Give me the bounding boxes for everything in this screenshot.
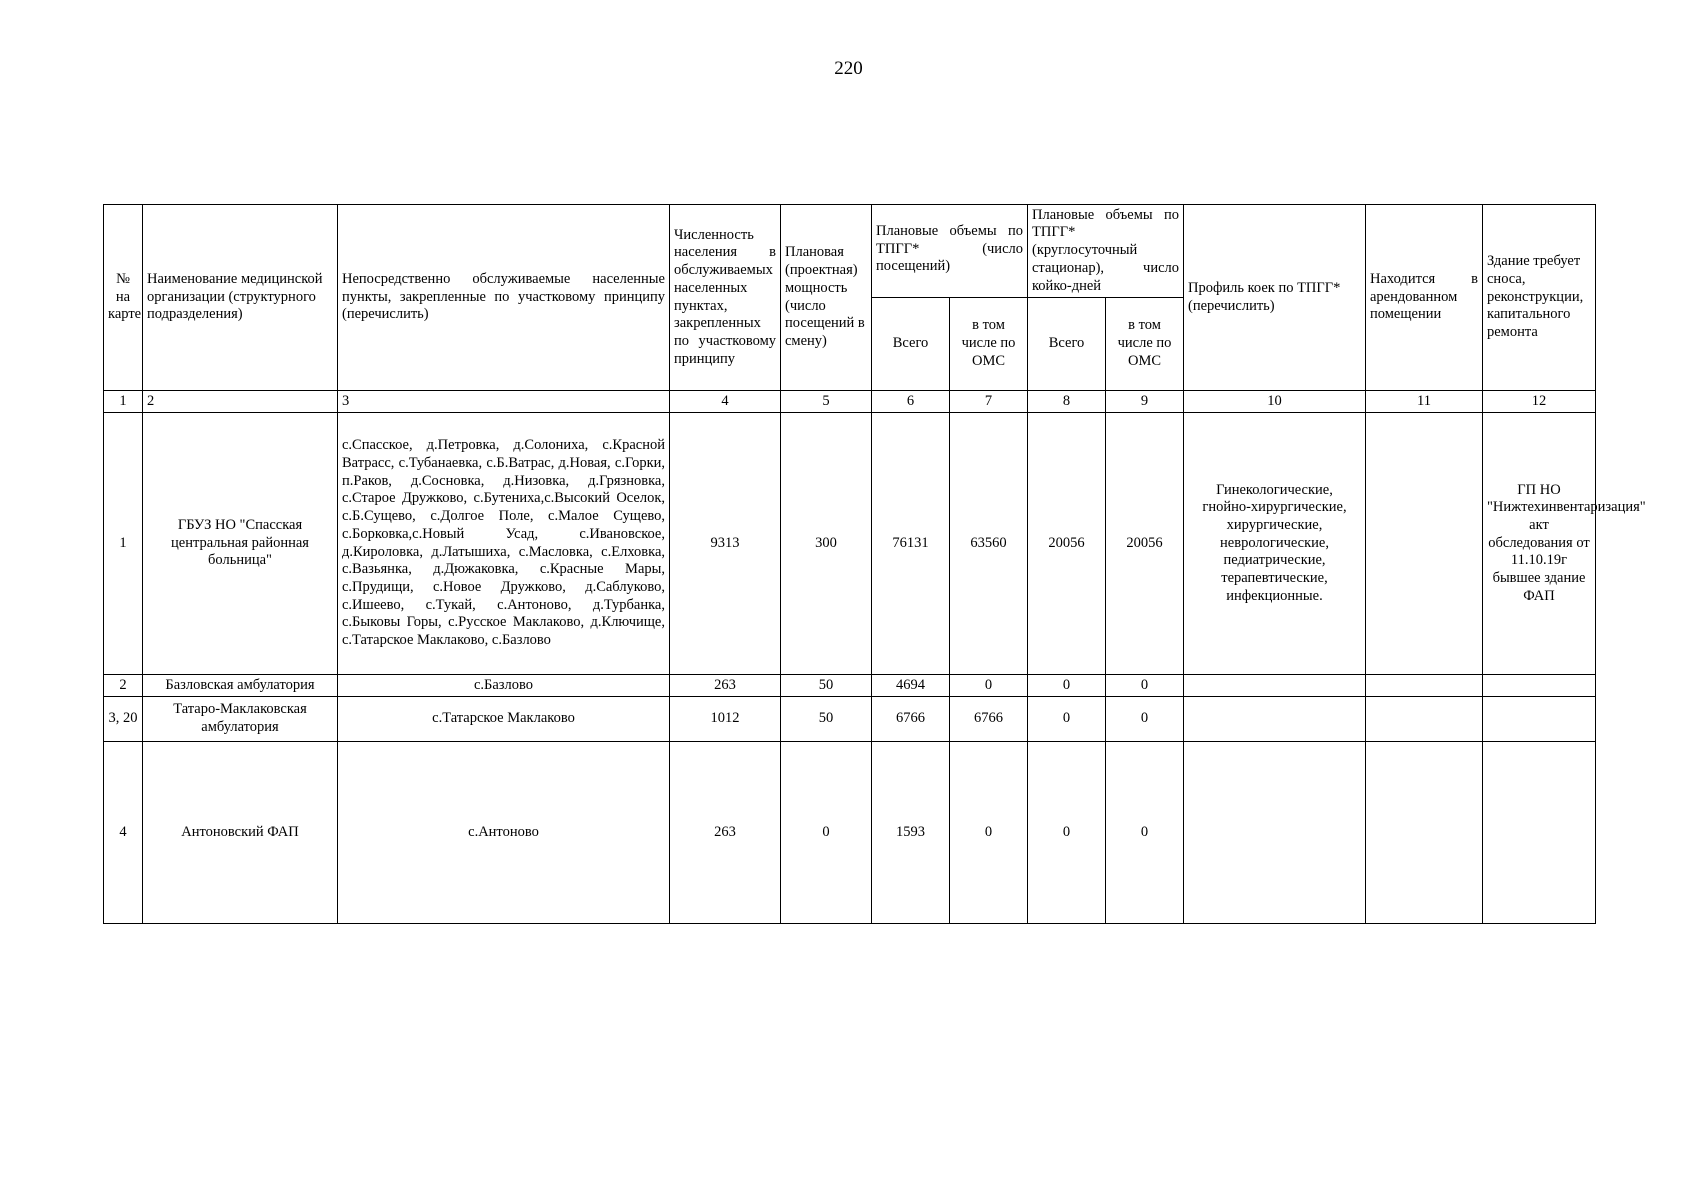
row-beddays-oms: 0 xyxy=(1106,675,1184,697)
row-population: 263 xyxy=(670,675,781,697)
row-capacity: 0 xyxy=(781,742,872,924)
column-number: 11 xyxy=(1366,391,1483,413)
header-visits-total: Всего xyxy=(872,298,950,391)
column-number: 7 xyxy=(950,391,1028,413)
row-population: 1012 xyxy=(670,697,781,742)
row-settlements: с.Спасское, д.Петровка, д.Солониха, с.Красной Ватрасс, с.Тубанаевка, с.Б.Ватрас, д.Новая, с.Горки, п.Раков, д.Сосновка, д.Низовка, д.Грязновка, с.Старое Дружково, с.Бутениха,с.Высокий Оселок, с.Б.Сущево, с.Долгое Поле, с.Малое Сущево, с.Борковка,с.Новый Усад, с.Ивановское, д.Кироловка, д.Латышиха, с.Масловка, с.Елховка, с.Вазьянка, д.Дюжаковка, с.Красные Мары, с.Прудищи, с.Новое Дружково, д.Саблуково, с.Ишеево, с.Тукай, с.Антоново, д.Турбанка, с.Быковы Горы, с.Русское Маклаково, д.Ключище, с.Татарское Маклаково, с.Базлово xyxy=(338,413,670,675)
column-numbers-row xyxy=(104,391,1596,413)
header-capacity: Плановая (проектная) мощность (число посещений в смену) xyxy=(781,205,872,391)
column-number: 12 xyxy=(1483,391,1596,413)
row-beddays-oms: 20056 xyxy=(1106,413,1184,675)
row-capacity: 50 xyxy=(781,697,872,742)
row-beddays-oms: 0 xyxy=(1106,697,1184,742)
row-rented xyxy=(1366,413,1483,675)
row-visits-oms: 63560 xyxy=(950,413,1028,675)
row-beddays-total: 0 xyxy=(1028,697,1106,742)
table-row xyxy=(104,675,1596,697)
column-number: 10 xyxy=(1184,391,1366,413)
header-visits-oms: в том числе по ОМС xyxy=(950,298,1028,391)
facilities-table xyxy=(103,204,1646,924)
row-population: 263 xyxy=(670,742,781,924)
row-map-number: 2 xyxy=(104,675,143,697)
row-rented xyxy=(1366,742,1483,924)
row-bed-profile xyxy=(1184,697,1366,742)
header-group-visits: Плановые объемы по ТПГГ* (число посещений) xyxy=(872,205,1028,298)
header-group-beddays: Плановые объемы по ТПГГ* (круглосуточный стационар), число койко-дней xyxy=(1028,205,1184,298)
row-map-number: 3, 20 xyxy=(104,697,143,742)
row-bed-profile xyxy=(1184,742,1366,924)
row-capacity: 50 xyxy=(781,675,872,697)
table-row xyxy=(104,697,1596,742)
row-capacity: 300 xyxy=(781,413,872,675)
header-rented: Находится в арендованном помещении xyxy=(1366,205,1483,391)
table-row xyxy=(104,742,1596,924)
row-beddays-total: 20056 xyxy=(1028,413,1106,675)
row-visits-total: 6766 xyxy=(872,697,950,742)
header-beddays-total: Всего xyxy=(1028,298,1106,391)
row-settlements: с.Антоново xyxy=(338,742,670,924)
header-population: Численность населения в обслуживаемых населенных пунктах, закрепленных по участковому принципу xyxy=(670,205,781,391)
column-number: 5 xyxy=(781,391,872,413)
header-organization-name: Наименование медицинской организации (структурного подразделения) xyxy=(143,205,338,391)
row-settlements: с.Базлово xyxy=(338,675,670,697)
header-beddays-oms: в том числе по ОМС xyxy=(1106,298,1184,391)
row-visits-total: 76131 xyxy=(872,413,950,675)
row-visits-oms: 0 xyxy=(950,675,1028,697)
row-beddays-total: 0 xyxy=(1028,742,1106,924)
header-building-condition: Здание требует сноса, реконструкции, капитального ремонта xyxy=(1483,205,1596,391)
row-beddays-oms: 0 xyxy=(1106,742,1184,924)
column-number: 6 xyxy=(872,391,950,413)
row-map-number: 1 xyxy=(104,413,143,675)
row-organization-name: Базловская амбулатория xyxy=(143,675,338,697)
page-number: 220 xyxy=(834,58,863,79)
row-building-condition: ГП НО "Нижтехинвентаризация" акт обследования от 11.10.19г бывшее здание ФАП xyxy=(1483,413,1596,675)
column-number: 9 xyxy=(1106,391,1184,413)
row-bed-profile xyxy=(1184,675,1366,697)
row-building-condition xyxy=(1483,742,1596,924)
row-population: 9313 xyxy=(670,413,781,675)
column-number: 1 xyxy=(104,391,143,413)
row-building-condition xyxy=(1483,697,1596,742)
header-settlements: Непосредственно обслуживаемые населенные пункты, закрепленные по участковому принципу (перечислить) xyxy=(338,205,670,391)
row-organization-name: Татаро-Маклаковская амбулатория xyxy=(143,697,338,742)
header-map-number: № на карте xyxy=(104,205,143,391)
column-number: 3 xyxy=(338,391,670,413)
row-visits-total: 4694 xyxy=(872,675,950,697)
row-organization-name: ГБУЗ НО "Спасская центральная районная больница" xyxy=(143,413,338,675)
row-map-number: 4 xyxy=(104,742,143,924)
row-rented xyxy=(1366,675,1483,697)
column-number: 4 xyxy=(670,391,781,413)
row-beddays-total: 0 xyxy=(1028,675,1106,697)
row-building-condition xyxy=(1483,675,1596,697)
table-row xyxy=(104,413,1596,675)
row-bed-profile: Гинекологические, гнойно-хирургические, хирургические, неврологические, педиатрические, терапевтические, инфекционные. xyxy=(1184,413,1366,675)
row-visits-oms: 0 xyxy=(950,742,1028,924)
header-bed-profile: Профиль коек по ТПГГ* (перечислить) xyxy=(1184,205,1366,391)
row-rented xyxy=(1366,697,1483,742)
column-number: 8 xyxy=(1028,391,1106,413)
row-visits-total: 1593 xyxy=(872,742,950,924)
row-visits-oms: 6766 xyxy=(950,697,1028,742)
row-settlements: с.Татарское Маклаково xyxy=(338,697,670,742)
row-organization-name: Антоновский ФАП xyxy=(143,742,338,924)
table-header-row xyxy=(104,205,1596,298)
column-number: 2 xyxy=(143,391,338,413)
